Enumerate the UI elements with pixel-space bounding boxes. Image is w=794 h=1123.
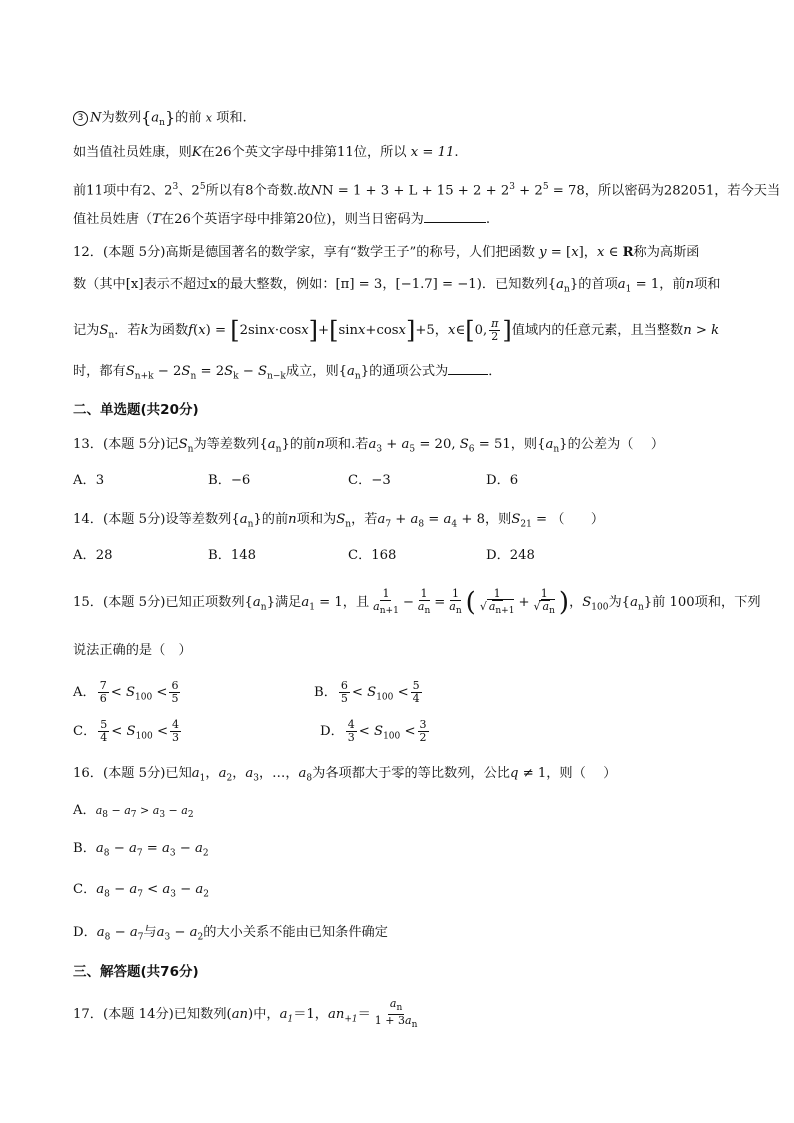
note-line-3: 前11项中有2、$2^3$、$2^5$所以有8个奇数.故NN = $1 + 3 + L + 15 + 2 + 2^3 + 2^5 = 78$，所以密码为282051，若今天当 [73, 182, 781, 199]
q16-option-b[interactable]: B．$a_8 - a_7 = a_3 - a_2$ [73, 841, 209, 859]
section-heading-solutions: 三、解答题(共76分) [73, 964, 199, 980]
q15-stem: 15．(本题 5分)已知正项数列$\{a_n\}$满足$a_1 = 1$，且 $\frac{1}{a_{n+1}}$ − $\frac{1}{a_n}$ = $\frac{1}{a_n}$ ( $\frac{1}{√ a_{n+1}}$ + $\frac{1}{√ a_n}$ )，$S_{100}$为$\{a_n\}$前 100项和，下列 [73, 587, 761, 618]
q14-stem: 14．(本题 5分)设等差数列$\{a_n\}$的前n项和为$S_n$，若$a_7 + a_8 = a_4 + 8$，则$S_{21}$ = （ ） [73, 512, 605, 530]
q15-line-2: 说法正确的是（ ） [73, 643, 192, 658]
answer-blank[interactable] [448, 362, 488, 375]
q12-line-2: 数（其中[x]表示不超过x的最大整数，例如：[π] = 3，[−1.7] = −1)．已知数列$\{a_n\}$的首项$a_1 = 1$，前n项和 [73, 277, 721, 295]
note-line-4: 值社员姓唐（T在26个英语字母中排第20位)，则当日密码为 . [73, 212, 491, 227]
q15-option-c[interactable]: C． $\frac{5}{4}$ < $S_{100}$ < $\frac{4}{3}$ [73, 718, 180, 744]
q15-option-d[interactable]: D． $\frac{4}{3}$ < $S_{100}$ < $\frac{3}{2}$ [320, 718, 427, 744]
q12-line-1: 12．(本题 5分)高斯是德国著名的数学家，享有“数学王子”的称号，人们把函数 y = [x]，x ∈ R称为高斯函 [73, 245, 700, 260]
q17-stem: 17．(本题 14分)已知数列(an)中，$a_1=1$，$an_{+1}=$ $\frac{a_n}{1 + 3a_n}$ [73, 997, 418, 1031]
q12-line-3: 记为$S_n$．若k为函数f(x) = [2sinx·cosx]+[sinx+cosx]+5，x∈[0, $\frac{\pi}{2}$ ]值域内的任意元素，且当整数n > k [73, 316, 720, 345]
q16-option-a[interactable]: A．$a_8 - a_7 > a_3 - a_2$ [73, 803, 194, 821]
q15-option-b[interactable]: B． $\frac{6}{5}$ < $S_{100}$ < $\frac{5}{4}$ [314, 679, 420, 705]
q13-option-a[interactable]: A．3 [73, 473, 105, 488]
q14-option-c[interactable]: C．168 [348, 548, 397, 563]
circled-three-icon: 3 [73, 111, 88, 126]
answer-blank[interactable] [424, 210, 486, 223]
note-line-1: 3 N为数列$\{a_n\}$的前 x 项和. [73, 106, 247, 132]
q16-stem: 16．(本题 5分)已知$a_1$，$a_2$，$a_3$，…，$a_8$为各项都大于零的等比数列，公比q ≠ 1，则（ ） [73, 766, 617, 784]
q13-stem: 13．(本题 5分)记$S_n$为等差数列$\{a_n\}$的前n项和.若$a_3 + a_5 = 20$, $S_6 = 51$，则$\{a_n\}$的公差为（ ） [73, 437, 665, 455]
q12-line-4: 时，都有$S_{n+k} - 2S_n = 2S_k - S_{n-k}$成立，则$\{a_n\}$的通项公式为 ． [73, 364, 502, 382]
q14-option-a[interactable]: A．28 [73, 548, 113, 563]
section-heading-single-choice: 二、单选题(共20分) [73, 402, 199, 418]
q15-option-a[interactable]: A． $\frac{7}{6}$ < $S_{100}$ < $\frac{6}{5}$ [73, 679, 179, 705]
q14-option-b[interactable]: B．148 [208, 548, 257, 563]
q13-option-c[interactable]: C．−3 [348, 473, 391, 488]
q13-option-b[interactable]: B．−6 [208, 473, 251, 488]
q16-option-d[interactable]: D．$a_8 - a_7$与$a_3 - a_2$的大小关系不能由已知条件确定 [73, 925, 388, 943]
q13-option-d[interactable]: D．6 [486, 473, 519, 488]
q16-option-c[interactable]: C．$a_8 - a_7 < a_3 - a_2$ [73, 882, 210, 900]
q14-option-d[interactable]: D．248 [486, 548, 535, 563]
note-line-2: 如当值社员姓康，则K在26个英文字母中排第11位，所以 x = 11. [73, 145, 459, 160]
